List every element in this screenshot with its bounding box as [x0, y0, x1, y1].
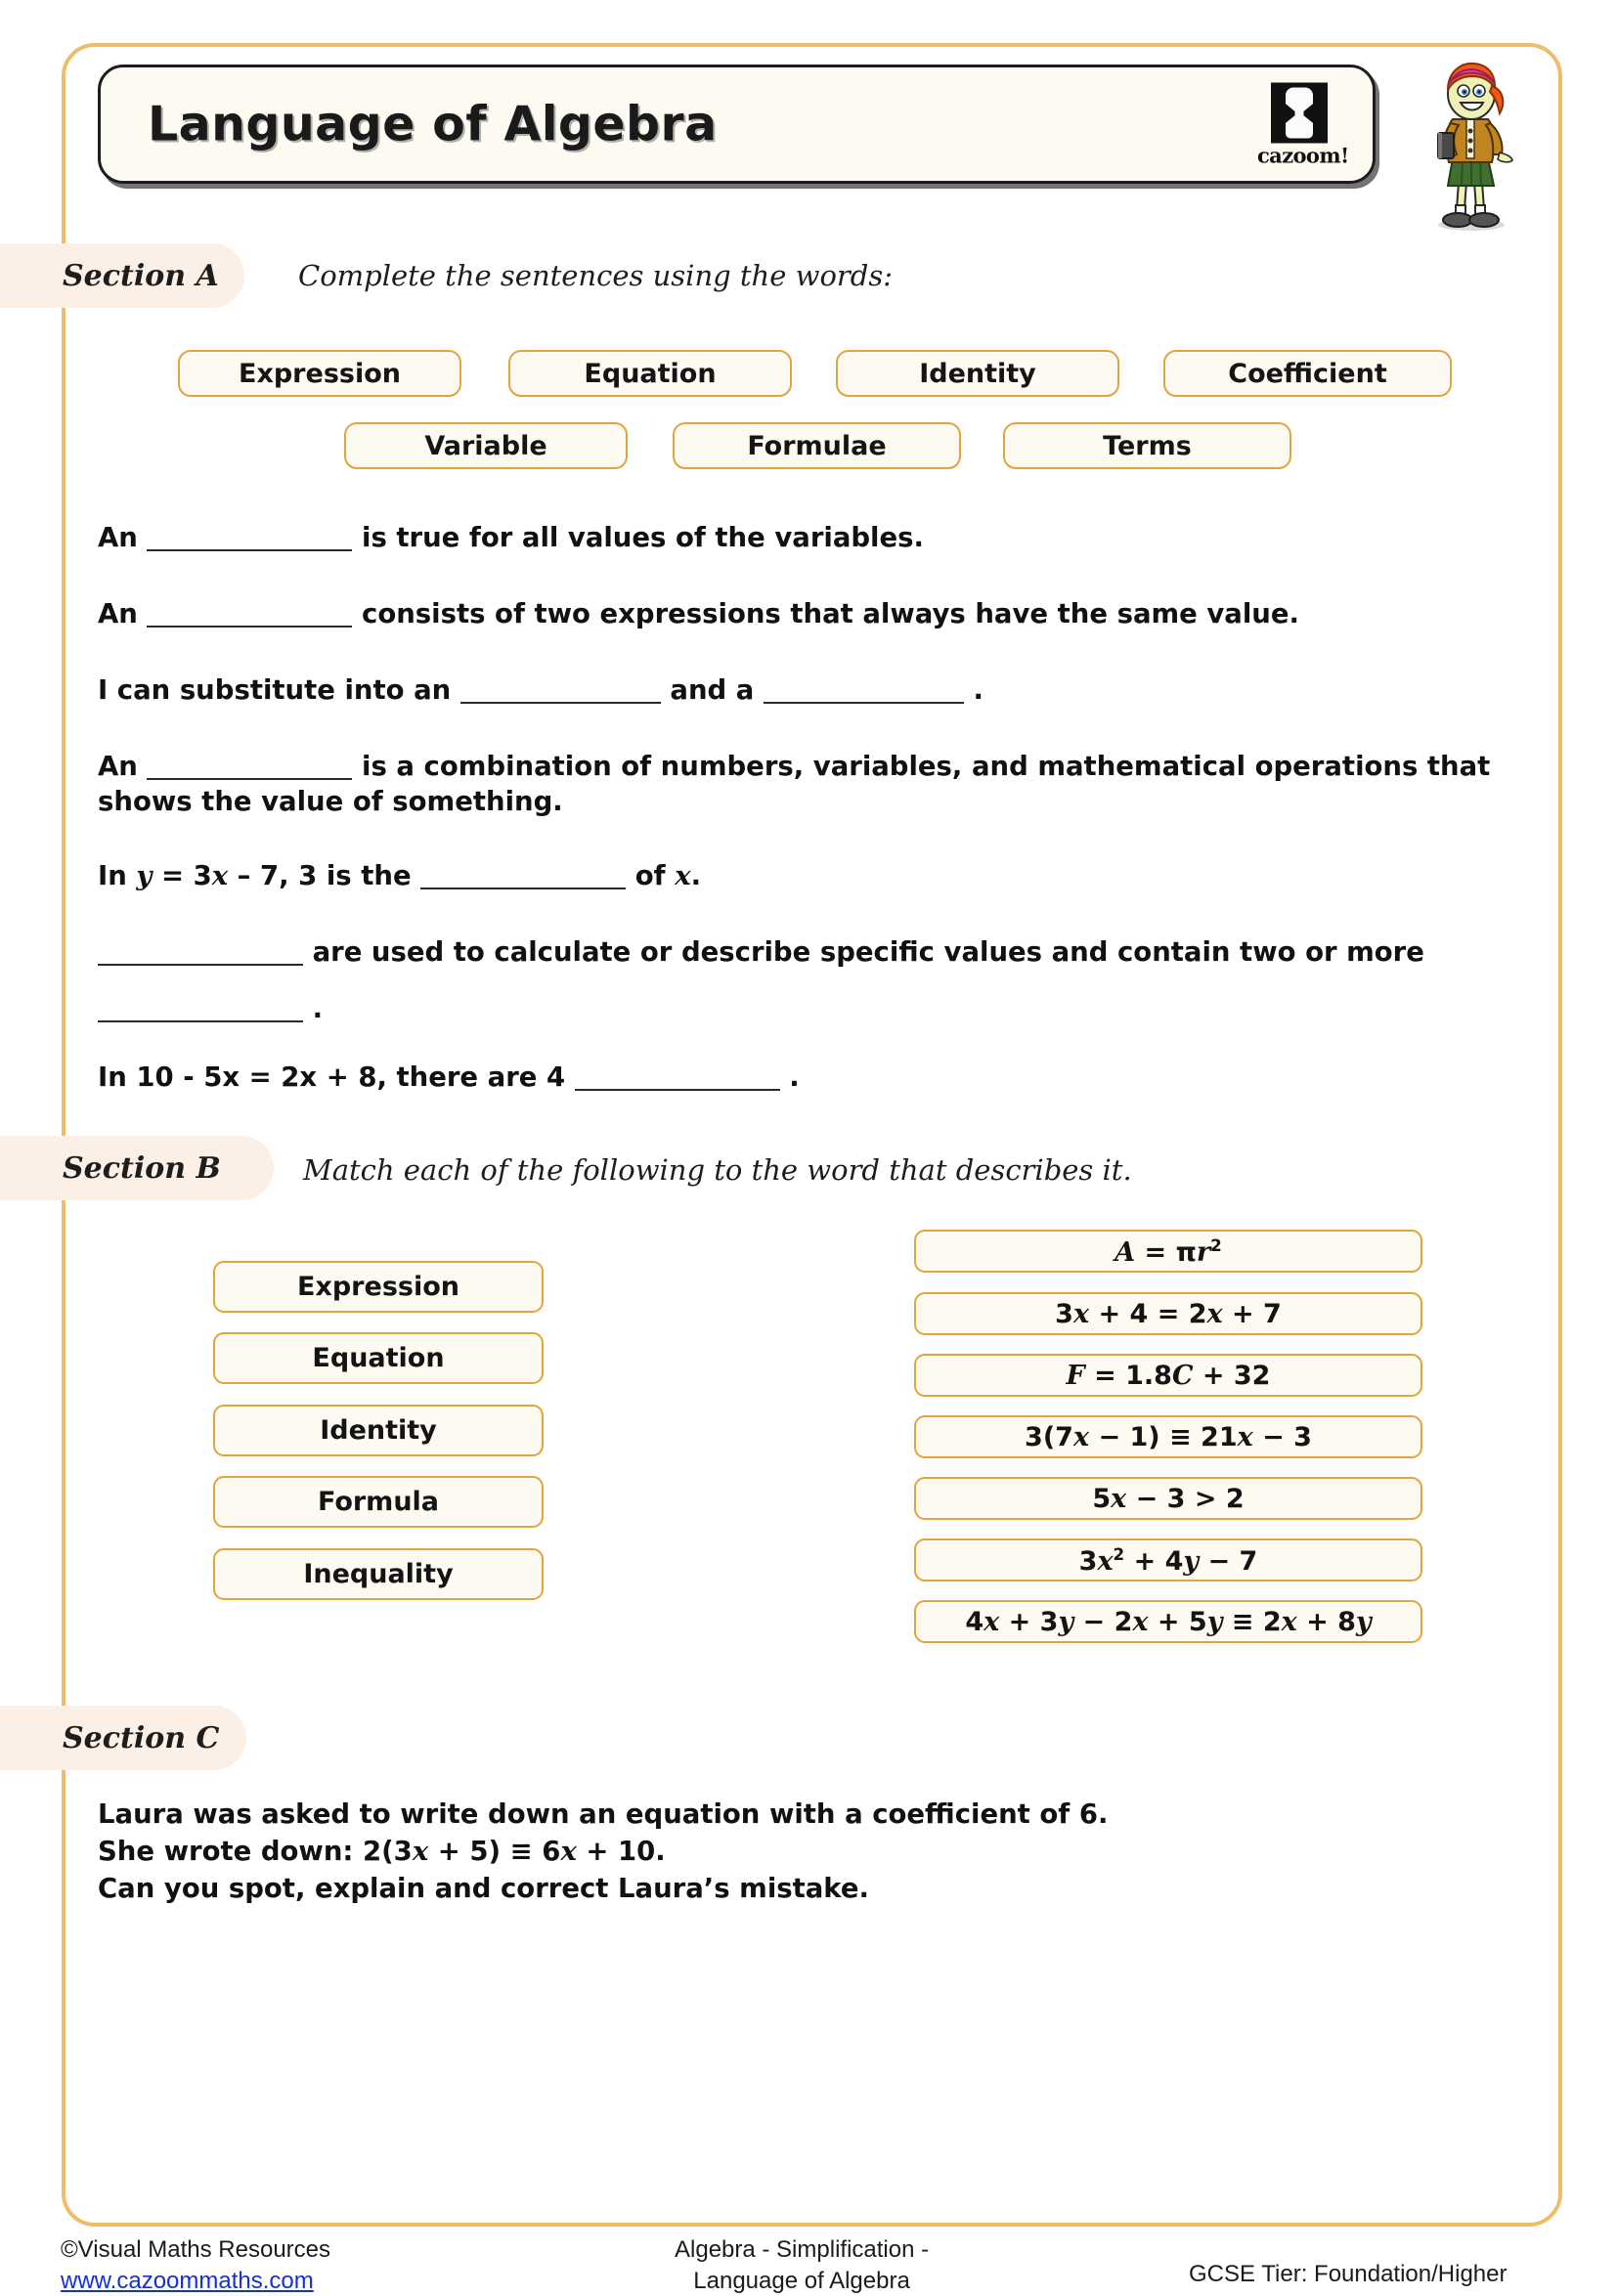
answer-blank-7[interactable]: [575, 1089, 780, 1091]
cazoom-logo: [1257, 83, 1349, 168]
section-b-badge: [0, 1136, 274, 1200]
sentence-3-before: I can substitute into an: [98, 674, 452, 706]
sentence-5-before: In y = 3x – 7, 3 is the: [98, 860, 412, 891]
worksheet-title-box: [98, 65, 1376, 184]
section-c-problem: [98, 1797, 1108, 1908]
fill-in-sentence-7: [98, 1061, 800, 1095]
sentence-1-after: is true for all values of the variables.: [362, 522, 924, 553]
answer-blank-6a[interactable]: [98, 964, 303, 966]
word-bank-pill-formulae[interactable]: Formulae: [673, 422, 961, 469]
page-title: Language of Algebra: [148, 96, 718, 152]
fill-in-sentence-5: [98, 860, 701, 893]
sentence-7-before: In 10 - 5x = 2x + 8, there are 4: [98, 1061, 566, 1093]
word-bank-pill-terms[interactable]: Terms: [1003, 422, 1291, 469]
section-c-badge: [0, 1706, 246, 1770]
fill-in-sentence-2: [98, 598, 1299, 631]
answer-blank-3a[interactable]: [460, 702, 661, 704]
answer-blank-4[interactable]: [147, 778, 352, 780]
section-c-line-2: She wrote down: 2(3x + 5) ≡ 6x + 10.: [98, 1835, 666, 1867]
answer-blank-6b[interactable]: [98, 1020, 303, 1022]
match-term-inequality[interactable]: Inequality: [213, 1548, 544, 1600]
answer-blank-5[interactable]: [420, 888, 626, 889]
sentence-4-after: is a combination of numbers, variables, and mathematical operations that: [362, 751, 1491, 782]
page-footer: [0, 2234, 1617, 2294]
word-bank-pill-coefficient[interactable]: Coefficient: [1163, 350, 1452, 397]
footer-copyright-block: [61, 2234, 330, 2296]
answer-blank-1[interactable]: [147, 549, 352, 551]
sentence-3-after: .: [973, 674, 983, 706]
fill-in-sentence-6-line2: [98, 993, 323, 1026]
match-expression-quadratic[interactable]: $3x^2 + 4y - 7$: [914, 1538, 1422, 1581]
word-bank-pill-equation[interactable]: Equation: [508, 350, 792, 397]
footer-website-link[interactable]: www.cazoommaths.com: [61, 2267, 314, 2294]
sentence-6-line2-after: .: [312, 993, 324, 1024]
cazoom-wordmark: cazoom!: [1257, 143, 1349, 168]
footer-tier: GCSE Tier: Foundation/Higher: [1189, 2261, 1508, 2287]
fill-in-sentence-4: [98, 751, 1490, 784]
match-expression-identity-1[interactable]: 3(7x − 1) ≡ 21x − 3: [914, 1415, 1422, 1458]
section-a-instruction: Complete the sentences using the words:: [298, 259, 893, 292]
fill-in-sentence-3: [98, 674, 983, 708]
hourglass-icon: [1271, 83, 1328, 144]
footer-topic-block: [675, 2234, 929, 2296]
match-expression-area-circle[interactable]: $A = \pi r^2$: [914, 1230, 1422, 1273]
section-a-label: Section A: [63, 258, 219, 293]
sentence-2-before: An: [98, 598, 138, 629]
student-girl-mascot-icon: [1416, 57, 1523, 233]
answer-blank-3b[interactable]: [764, 702, 964, 704]
section-b-label: Section B: [63, 1150, 221, 1186]
section-a-badge: [0, 243, 244, 308]
match-term-equation[interactable]: Equation: [213, 1332, 544, 1384]
match-expression-identity-2[interactable]: 4x + 3y − 2x + 5y ≡ 2x + 8y: [914, 1600, 1422, 1643]
sentence-3-middle: and a: [670, 674, 755, 706]
section-c-line-1: Laura was asked to write down an equation with a coefficient of 6.: [98, 1798, 1109, 1830]
word-bank-pill-expression[interactable]: Expression: [178, 350, 461, 397]
sentence-1-before: An: [98, 522, 138, 553]
match-expression-inequality[interactable]: 5x − 3 > 2: [914, 1477, 1422, 1520]
match-term-formula[interactable]: Formula: [213, 1476, 544, 1528]
sentence-4-before: An: [98, 751, 138, 782]
footer-copyright: ©Visual Maths Resources: [61, 2236, 331, 2263]
sentence-5-after: of x.: [634, 860, 702, 891]
match-expression-linear-equation[interactable]: 3x + 4 = 2x + 7: [914, 1292, 1422, 1335]
sentence-2-after: consists of two expressions that always have the same value.: [362, 598, 1299, 629]
footer-topic-line-1: Algebra - Simplification -: [675, 2236, 930, 2263]
word-bank-pill-variable[interactable]: Variable: [344, 422, 628, 469]
fill-in-sentence-4-line2: shows the value of something.: [98, 786, 563, 817]
match-expression-fahrenheit-formula[interactable]: F = 1.8C + 32: [914, 1354, 1422, 1397]
match-term-expression[interactable]: Expression: [213, 1261, 544, 1313]
section-c-label: Section C: [63, 1720, 220, 1755]
footer-topic-line-2: Language of Algebra: [693, 2267, 910, 2294]
sentence-6-after: are used to calculate or describe specific values and contain two or more: [312, 936, 1424, 968]
section-c-line-3: Can you spot, explain and correct Laura’s mistake.: [98, 1872, 869, 1904]
section-b-instruction: Match each of the following to the word that describes it.: [303, 1153, 1132, 1187]
match-term-identity[interactable]: Identity: [213, 1405, 544, 1456]
answer-blank-2[interactable]: [147, 626, 352, 628]
fill-in-sentence-1: [98, 522, 924, 555]
fill-in-sentence-6: [98, 936, 1424, 970]
word-bank-pill-identity[interactable]: Identity: [836, 350, 1119, 397]
sentence-7-after: .: [789, 1061, 800, 1093]
